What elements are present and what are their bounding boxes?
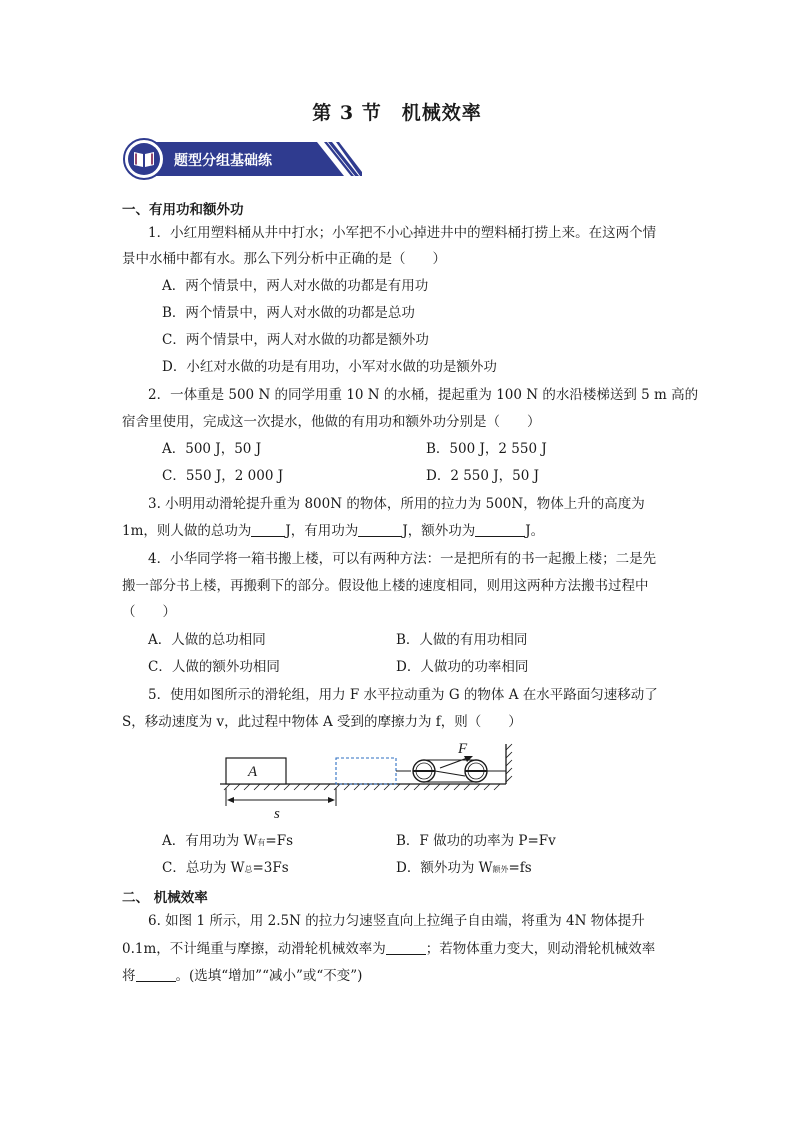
section-heading-2: 二、 机械效率 — [122, 890, 208, 906]
q4-option-b: B．人做的有用功相同 — [396, 632, 528, 648]
q4-option-a: A．人做的总功相同 — [148, 632, 266, 648]
q4-stem-line3: （ ） — [122, 604, 176, 620]
q5-option-c: C．总功为 W总=3Fs — [162, 860, 289, 876]
q4-stem-line2: 搬一部分书上楼，再搬剩下的部分。假设他上楼的速度相同，则用这两种方法搬书过程中 — [122, 578, 649, 594]
q2-stem-line1: 2．一体重是 500 N 的同学用重 10 N 的水桶，提起重为 100 N 的水沿楼梯送到 5 m 高的 — [148, 387, 699, 403]
q6-stem-line3: 将 。(选填“增加”“减小”或“不变”) — [122, 968, 363, 984]
section-banner — [122, 138, 362, 180]
pulley-figure — [218, 738, 524, 824]
q3-text-d: J。 — [525, 523, 545, 539]
banner-label: 题型分组基础练 — [174, 153, 272, 169]
block-moved-outline — [336, 758, 396, 784]
q5-option-a: A．有用功为 W有=Fs — [162, 833, 294, 849]
q3-stem-line1: 3. 小明用动滑轮提升重为 800N 的物体，所用的拉力为 500N，物体上升的高度为 — [148, 496, 645, 512]
q6-stem-line2: 0.1m，不计绳重与摩擦，动滑轮机械效率为 ；若物体重力变大，则动滑轮机械效率 — [122, 941, 656, 957]
q3-blank-extra-work[interactable] — [475, 523, 525, 537]
q1-stem-line1: 1．小红用塑料桶从井中打水；小军把不小心掉进井中的塑料桶打捞上来。在这两个情 — [148, 225, 657, 241]
q1-option-b: B．两个情景中，两人对水做的功都是总功 — [162, 305, 415, 321]
q4-option-c: C．人做的额外功相同 — [148, 659, 280, 675]
q5-stem-line1: 5．使用如图所示的滑轮组，用力 F 水平拉动重为 G 的物体 A 在水平路面匀速移动了 — [148, 687, 658, 703]
q6-stem-line1: 6. 如图 1 所示，用 2.5N 的拉力匀速竖直向上拉绳子自由端，将重为 4N 物体提升 — [148, 913, 645, 929]
ground-hatch — [224, 784, 500, 790]
q2-option-c: C．550 J，2 000 J — [162, 468, 284, 484]
distance-label: s — [274, 806, 280, 822]
q1-option-d: D．小红对水做的功是有用功，小军对水做的功是额外功 — [162, 359, 497, 375]
page-title: 第 3 节 机械效率 — [312, 102, 482, 124]
q2-option-d: D．2 550 J，50 J — [426, 468, 540, 484]
q5-option-b: B．F 做功的功率为 P=Fv — [396, 833, 556, 849]
q2-option-a: A．500 J，50 J — [162, 441, 262, 457]
q4-option-d: D．人做功的功率相同 — [396, 659, 529, 675]
q4-stem-line1: 4．小华同学将一箱书搬上楼，可以有两种方法：一是把所有的书一起搬上楼；二是先 — [148, 551, 657, 567]
wall-hatch — [506, 744, 512, 782]
q3-text-b: J，有用功为 — [285, 523, 359, 539]
q3-blank-total-work[interactable] — [251, 523, 285, 537]
q3-text-a: 1m，则人做的总功为 — [122, 523, 252, 539]
q1-option-c: C．两个情景中，两人对水做的功都是额外功 — [162, 332, 429, 348]
block-a-label: A — [248, 764, 258, 780]
section-heading-1: 一、有用功和额外功 — [122, 202, 244, 218]
q1-option-a: A．两个情景中，两人对水做的功都是有用功 — [162, 278, 429, 294]
q3-text-c: J，额外功为 — [402, 523, 476, 539]
q2-stem-line2: 宿舍里使用，完成这一次提水，他做的有用功和额外功分别是（ ） — [122, 414, 541, 430]
q5-stem-line2: S，移动速度为 v，此过程中物体 A 受到的摩擦力为 f，则（ ） — [122, 714, 522, 730]
q5-option-d: D．额外功为 W额外=fs — [396, 860, 532, 876]
q2-option-b: B．500 J，2 550 J — [426, 441, 547, 457]
q6-blank-efficiency[interactable] — [386, 941, 426, 955]
q3-blank-useful-work[interactable] — [358, 523, 402, 537]
q1-stem-line2: 景中水桶中都有水。那么下列分析中正确的是（ ） — [122, 251, 446, 267]
q6-blank-change[interactable] — [136, 968, 176, 982]
q3-stem-line2 — [122, 522, 544, 540]
force-label: F — [458, 741, 468, 757]
